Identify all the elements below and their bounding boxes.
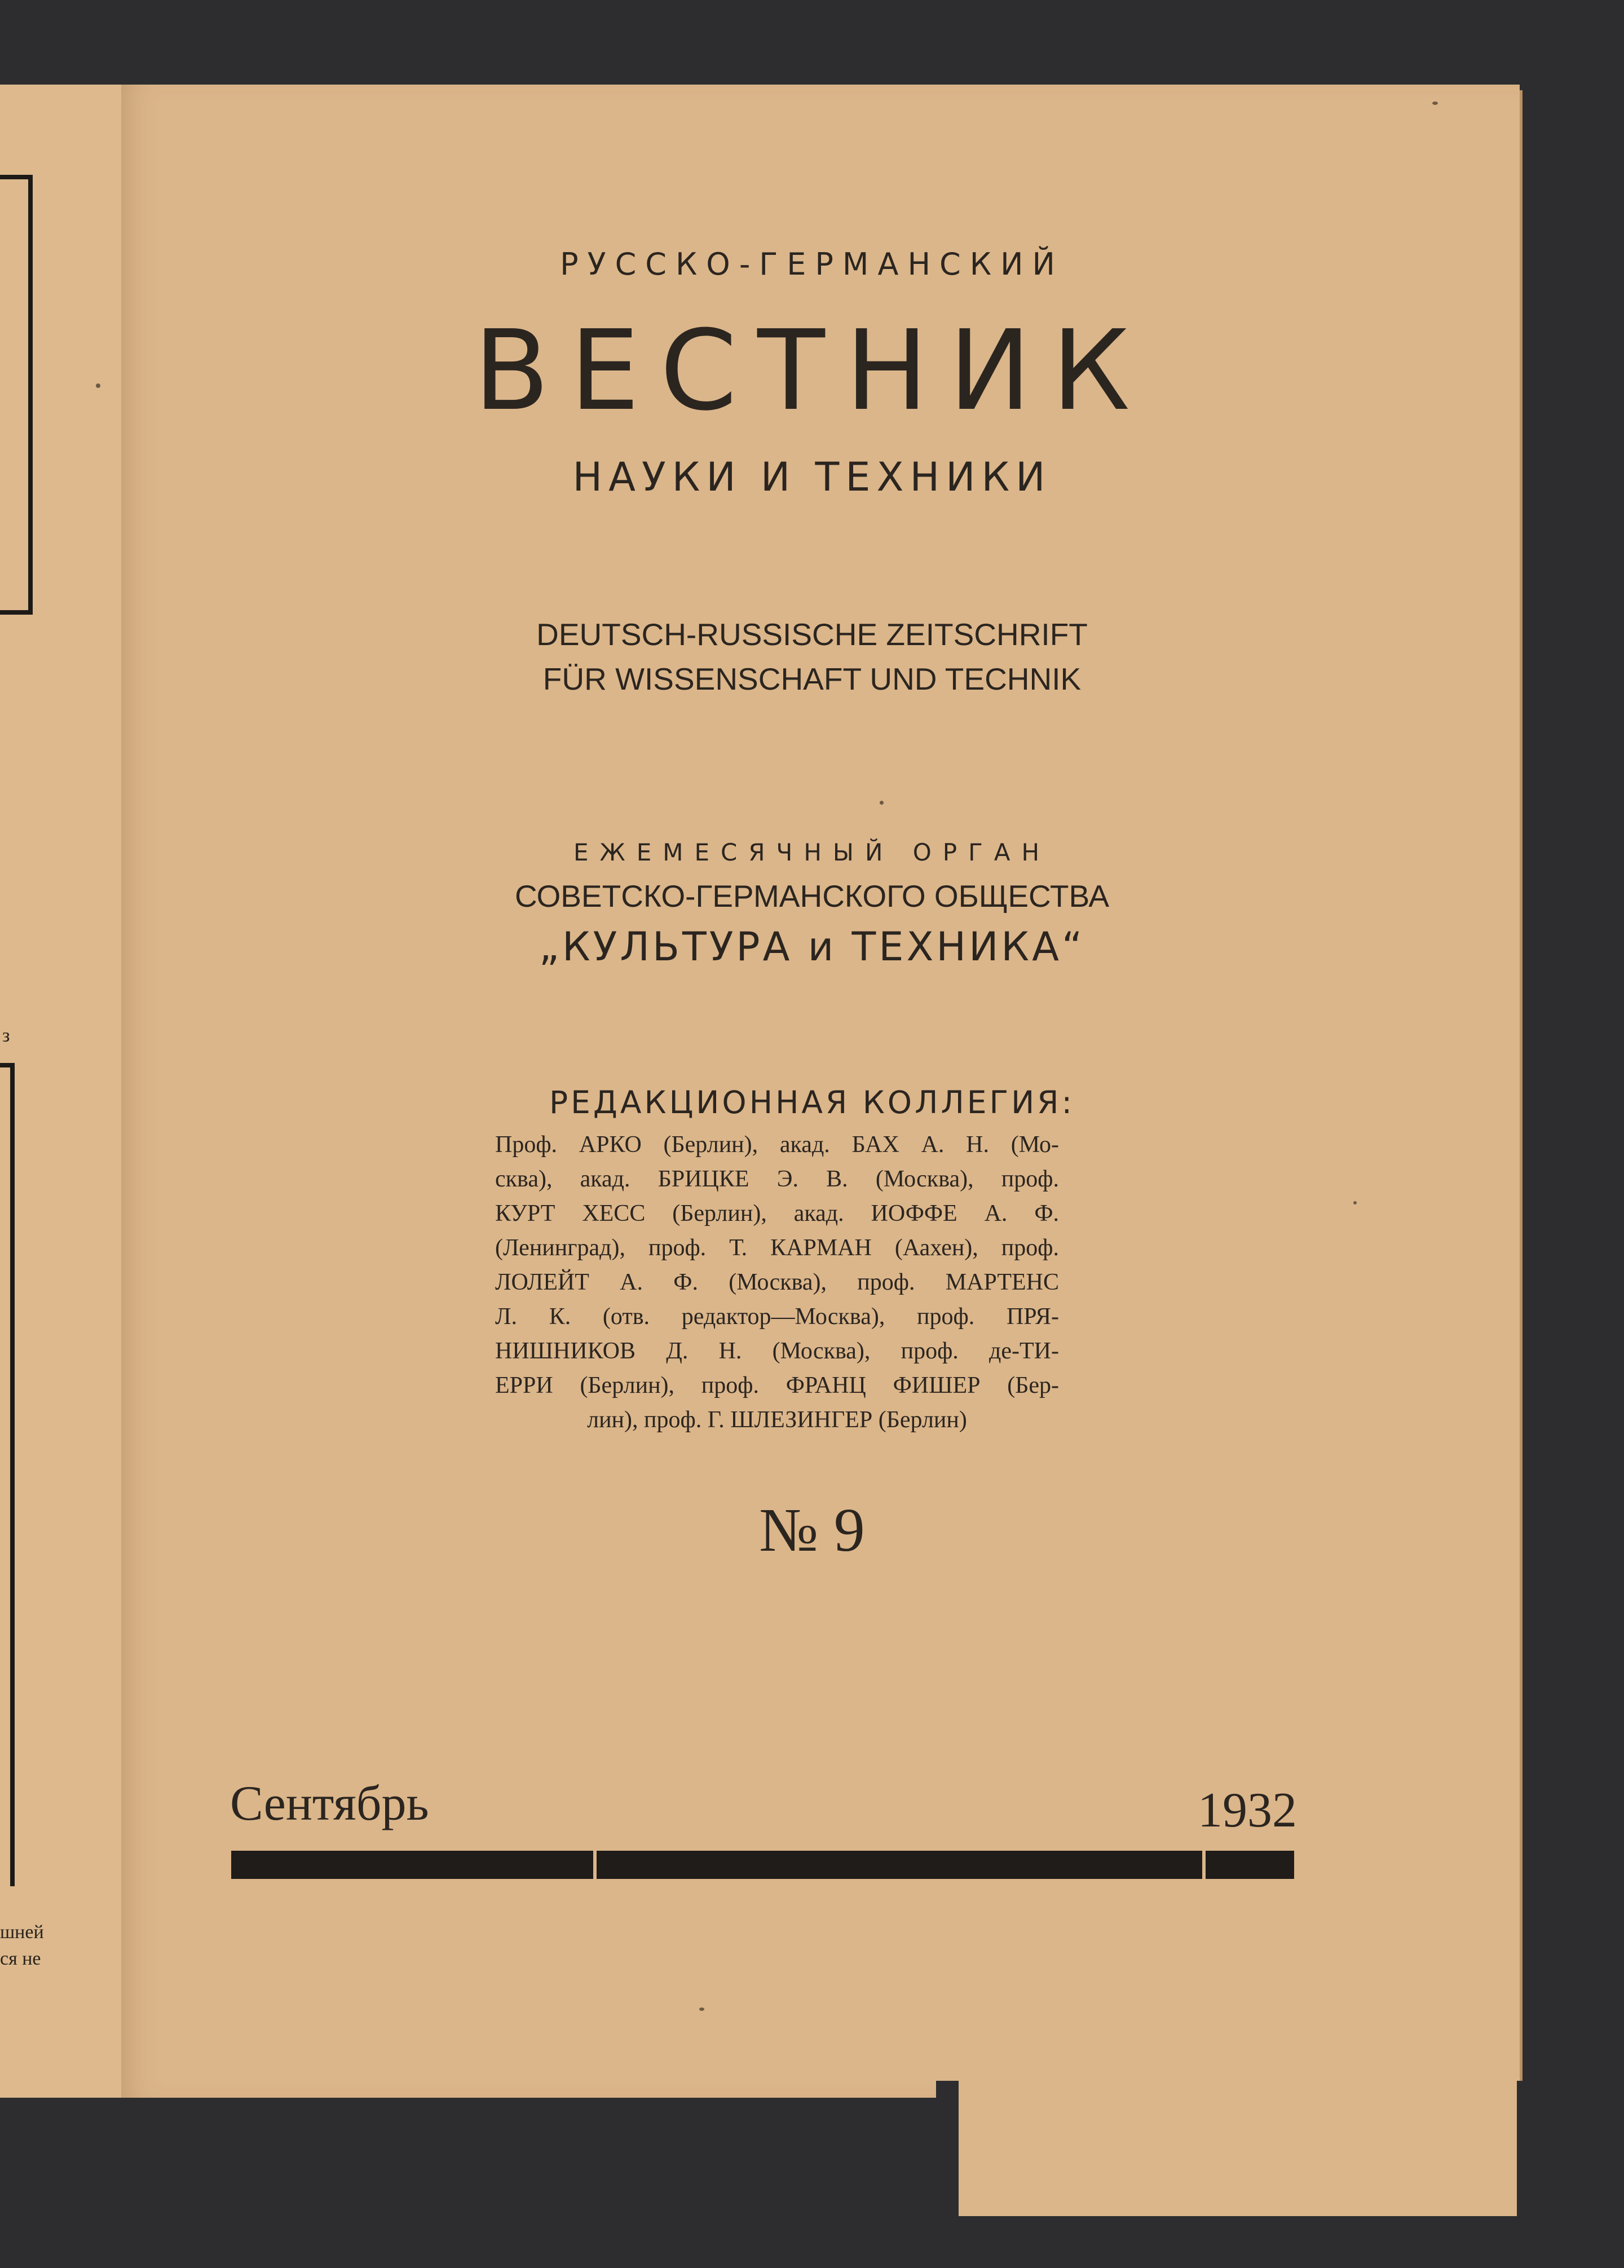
editorial-board-line: ЕРРИ (Берлин), проф. ФРАНЦ ФИШЕР (Бер- xyxy=(495,1373,1059,1398)
publisher-line3: „КУЛЬТУРА и ТЕХНИКА“ xyxy=(539,924,1085,970)
previous-page-fragment: шней xyxy=(0,1922,44,1943)
editorial-board-line: КУРТ ХЕСС (Берлин), акад. ИОФФЕ А. Ф. xyxy=(495,1201,1059,1226)
page-bottom-remnant xyxy=(959,2081,1517,2216)
publisher-line1: ЕЖЕМЕСЯЧНЫЙ ОРГАН xyxy=(573,839,1051,866)
previous-page-fragment: ся не xyxy=(0,1948,41,1969)
editorial-board-line: лин), проф. Г. ШЛЕЗИНГЕР (Берлин) xyxy=(587,1407,967,1433)
magazine-title: ВЕСТНИК xyxy=(473,307,1151,435)
paper-speck xyxy=(880,801,884,805)
editorial-board-heading: РЕДАКЦИОННАЯ КОЛЛЕГИЯ: xyxy=(549,1084,1075,1120)
paper-speck xyxy=(1432,102,1438,105)
over-title: РУССКО-ГЕРМАНСКИЙ xyxy=(560,246,1064,282)
german-title-line2: FÜR WISSENSCHAFT UND TECHNIK xyxy=(542,661,1082,696)
issue-month: Сентябрь xyxy=(230,1776,429,1831)
paper-speck xyxy=(1353,1201,1357,1204)
editorial-board-line: сква), акад. БРИЦКЕ Э. В. (Москва), проф. xyxy=(495,1166,1059,1192)
paper-speck xyxy=(699,2007,704,2011)
editorial-board-line: Проф. АРКО (Берлин), акад. БАХ А. Н. (Мо- xyxy=(495,1132,1059,1158)
issue-number: № 9 xyxy=(759,1495,865,1564)
previous-page-fragment: з xyxy=(2,1025,10,1046)
editorial-board-list xyxy=(495,1128,1059,1437)
editorial-board-line: ЛОЛЕЙТ А. Ф. (Москва), проф. МАРТЕНС xyxy=(495,1269,1059,1295)
footer-rule-gap xyxy=(1202,1851,1206,1879)
publisher-line2: СОВЕТСКО-ГЕРМАНСКОГО ОБЩЕСТВА xyxy=(514,879,1110,914)
german-title-line1: DEUTSCH-RUSSISCHE ZEITSCHRIFT xyxy=(536,617,1088,652)
editorial-board-line: НИШНИКОВ Д. Н. (Москва), проф. де-ТИ- xyxy=(495,1338,1059,1364)
footer-rule xyxy=(231,1851,1294,1879)
editorial-board-line: (Ленинград), проф. Т. КАРМАН (Аахен), проф. xyxy=(495,1235,1059,1261)
footer-rule-gap xyxy=(593,1851,597,1879)
editorial-board-line: Л. К. (отв. редактор—Москва), проф. ПРЯ- xyxy=(495,1304,1059,1330)
magazine-subtitle: НАУКИ И ТЕХНИКИ xyxy=(572,454,1052,500)
previous-page-frame-bottom xyxy=(0,1063,15,1886)
issue-year: 1932 xyxy=(1198,1783,1297,1838)
